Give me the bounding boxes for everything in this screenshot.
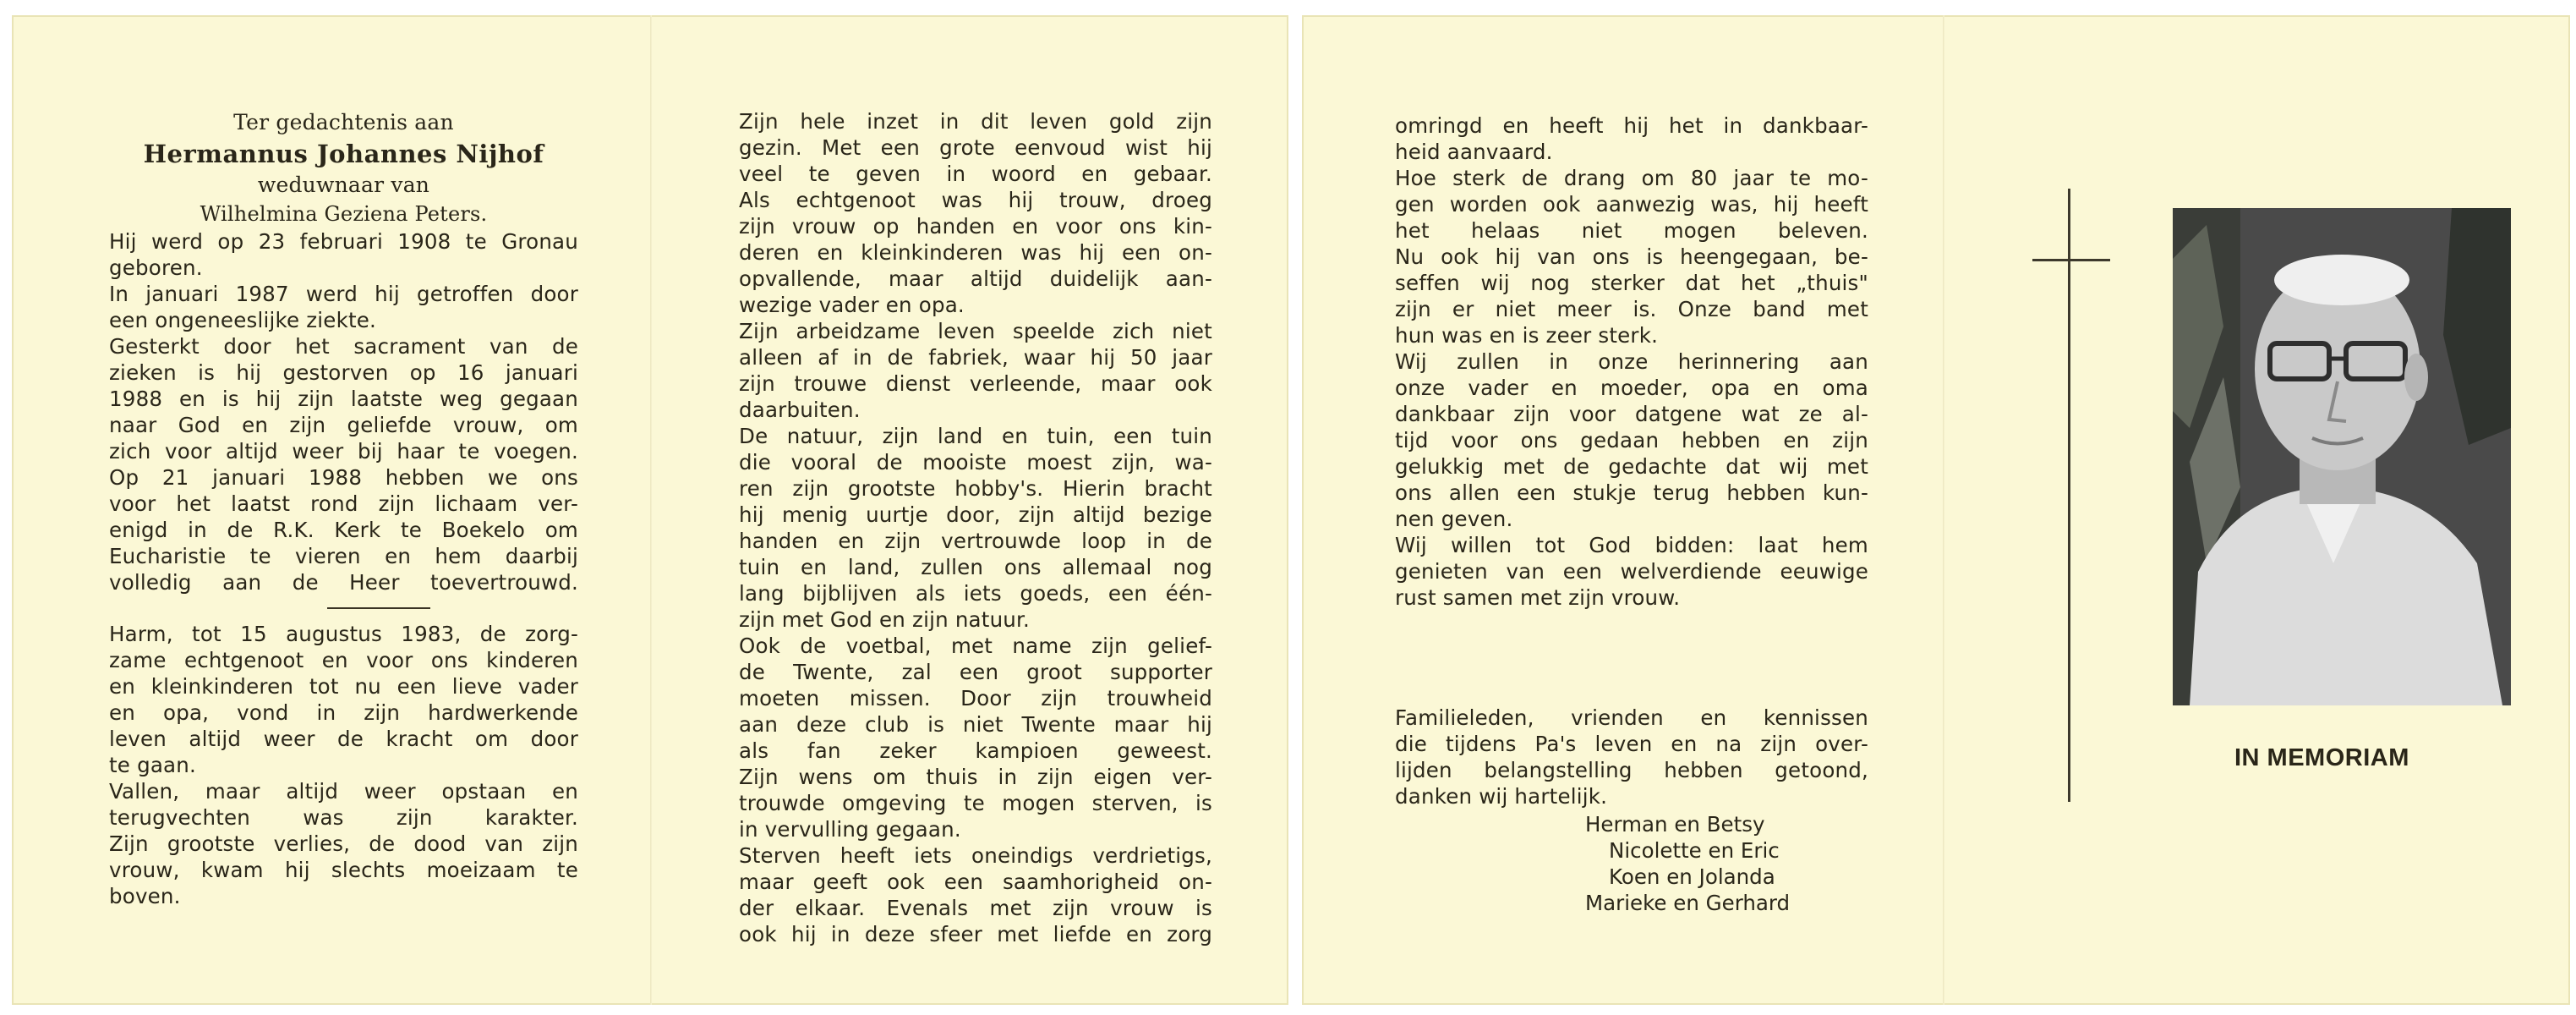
text-line: Zijn arbeidzame leven speelde zich niet [739,319,1212,343]
text-line: vrouw, kwam hij slechts moeizaam te [109,858,578,882]
text-line: Harm, tot 15 augustus 1983, de zorg- [109,622,578,646]
text-line: het helaas niet mogen beleven. [1395,218,1868,243]
signature-line: Koen en Jolanda [1609,864,1775,889]
text-column-3 [1395,112,1868,611]
text-line: alleen af in de fabriek, waar hij 50 jaar [739,345,1212,370]
text-line: zijn vrouw op handen en voor ons kin- [739,214,1212,239]
text-line: Familieleden, vrienden en kennissen [1395,705,1868,730]
text-line: hun was en is zeer sterk. [1395,323,1659,348]
text-line: zijn trouwe dienst verleende, maar ook [739,371,1212,396]
text-line: zijn met God en zijn natuur. [739,607,1031,632]
text-line: der elkaar. Evenals met zijn vrouw is [739,896,1212,920]
text-line: en kleinkinderen tot nu een lieve vader [109,674,578,699]
text-line: heid aanvaard. [1395,140,1553,164]
text-line: Hij werd op 23 februari 1908 te Gronau [109,229,578,254]
text-line: Gesterkt door het sacrament van de [109,334,578,359]
text-line: Wij zullen in onze herinnering aan [1395,349,1868,374]
text-line: gelukkig met de gedachte dat wij met [1395,454,1868,479]
text-line: Zijn hele inzet in dit leven gold zijn [739,109,1212,134]
text-line: enigd in de R.K. Kerk te Boekelo om [109,518,578,542]
text-line: Eucharistie te vieren en hem daarbij [109,544,578,568]
text-line: die tijdens Pa's leven en na zijn over- [1395,732,1868,756]
family-signatures [1585,811,1864,916]
text-line: die vooral de mooiste moest zijn, wa- [739,450,1212,475]
text-line: gen worden ook aanwezig was, hij heeft [1395,192,1868,217]
card-left-spread [12,15,1288,1005]
in-memoriam-label: IN MEMORIAM [2234,744,2409,771]
text-line: en opa, vond in zijn hardwerkende [109,700,578,725]
text-line: zich voor altijd weer bij haar te voegen. [109,439,578,464]
text-line: hij menig uurtje door, zijn altijd bezige [739,502,1212,527]
text-line: Op 21 januari 1988 hebben we ons [109,465,578,490]
text-line: als fan zeker kampioen geweest. [739,738,1212,763]
thanks-lines [1395,705,1868,809]
text-line: trouwde omgeving te mogen sterven, is [739,791,1212,815]
text-line: zieken is hij gestorven op 16 januari [109,360,578,385]
closing-paragraphs [1395,112,1868,611]
deceased-name: Hermannus Johannes Nijhof [143,140,544,168]
text-line: Ook de voetbal, met name zijn gelief- [739,634,1212,658]
text-line: voor het laatst rond zijn lichaam ver- [109,491,578,516]
spouse-name: Wilhelmina Geziena Peters. [200,202,488,226]
text-column-2 [739,108,1212,947]
text-line: opvallende, maar altijd duidelijk aan- [739,266,1212,291]
text-line: terugvechten was zijn karakter. [109,805,578,830]
text-line: in vervulling gegaan. [739,817,961,842]
text-line: Wij willen tot God bidden: laat hem [1395,533,1868,557]
text-line: lijden belangstelling hebben getoond, [1395,758,1868,782]
text-line: daarbuiten. [739,398,861,422]
text-line: rust samen met zijn vrouw. [1395,585,1681,610]
text-line: deren en kleinkinderen was hij een on- [739,240,1212,265]
text-line: leven altijd weer de kracht om door [109,727,578,751]
text-line: tijd voor ons gedaan hebben en zijn [1395,428,1868,453]
text-line: volledig aan de Heer toevertrouwd. [109,570,578,595]
text-column-1 [109,108,578,909]
text-line: ons allen een stukje terug hebben kun- [1395,480,1868,505]
text-line: genieten van een welverdiende eeuwige [1395,559,1868,584]
text-line: In januari 1987 werd hij getroffen door [109,282,578,306]
text-line: maar geeft ook een saamhorigheid on- [739,870,1212,894]
text-line: te gaan. [109,753,196,777]
text-line: ook hij in deze sfeer met liefde en zorg [739,922,1212,946]
text-line: Zijn wens om thuis in zijn eigen ver- [739,765,1212,789]
text-line: veel te geven in woord en gebaar. [739,162,1212,186]
divider-rule [327,607,430,609]
text-line: zame echtgenoot en voor ons kinderen [109,648,578,672]
signature-line: Marieke en Gerhard [1585,891,1791,915]
card-fold-right [1943,15,1944,1005]
portrait-photo [2173,208,2511,705]
text-line: wezige vader en opa. [739,293,965,317]
text-line: danken wij hartelijk. [1395,784,1608,809]
text-line: Hoe sterk de drang om 80 jaar te mo- [1395,166,1868,190]
text-line: dankbaar zijn voor datgene wat ze al- [1395,402,1868,426]
text-line: Sterven heeft iets oneindigs verdrietigs, [739,843,1212,868]
thanks-paragraph [1395,705,1868,809]
text-line: een ongeneeslijke ziekte. [109,308,377,332]
text-line: tuin en land, zullen ons allemaal nog [739,555,1212,579]
relation-text: weduwnaar van [257,173,430,197]
text-line: De natuur, zijn land en tuin, een tuin [739,424,1212,448]
text-line: handen en zijn vertrouwde loop in de [739,529,1212,553]
memorial-heading: Ter gedachtenis aan [233,110,454,134]
family-tribute-paragraphs [109,621,578,909]
text-line: boven. [109,884,181,908]
text-line: omringd en heeft hij het in dankbaar- [1395,113,1868,138]
text-line: seffen wij nog sterker dat het „thuis" [1395,271,1868,295]
signature-line: Nicolette en Eric [1609,838,1780,863]
card-right-spread [1302,15,2570,1005]
text-line: moeten missen. Door zijn trouwheid [739,686,1212,710]
signature-line: Herman en Betsy [1585,812,1765,837]
text-line: Vallen, maar altijd weer opstaan en [109,779,578,804]
cross-icon-horizontal [2032,259,2110,261]
text-line: zijn er niet meer is. Onze band met [1395,297,1868,321]
portrait-photo-icon [2173,208,2511,705]
life-story-paragraphs [739,108,1212,947]
text-line: naar God en zijn geliefde vrouw, om [109,413,578,437]
text-line: 1988 en is hij zijn laatste weg gegaan [109,387,578,411]
text-line: lang bijblijven als iets goeds, een één- [739,581,1212,606]
card-fold-left [650,15,652,1005]
cross-icon-vertical [2068,189,2070,802]
text-line: gezin. Met een grote eenvoud wist hij [739,135,1212,160]
text-line: onze vader en moeder, opa en oma [1395,376,1868,400]
text-line: geboren. [109,255,203,280]
text-line: de Twente, zal een groot supporter [739,660,1212,684]
text-line: Nu ook hij van ons is heengegaan, be- [1395,244,1868,269]
biography-paragraphs [109,228,578,595]
text-line: aan deze club is niet Twente maar hij [739,712,1212,737]
text-line: nen geven. [1395,507,1513,531]
text-line: ren zijn grootste hobby's. Hierin bracht [739,476,1212,501]
text-line: Zijn grootste verlies, de dood van zijn [109,831,578,856]
text-line: Als echtgenoot was hij trouw, droeg [739,188,1212,212]
